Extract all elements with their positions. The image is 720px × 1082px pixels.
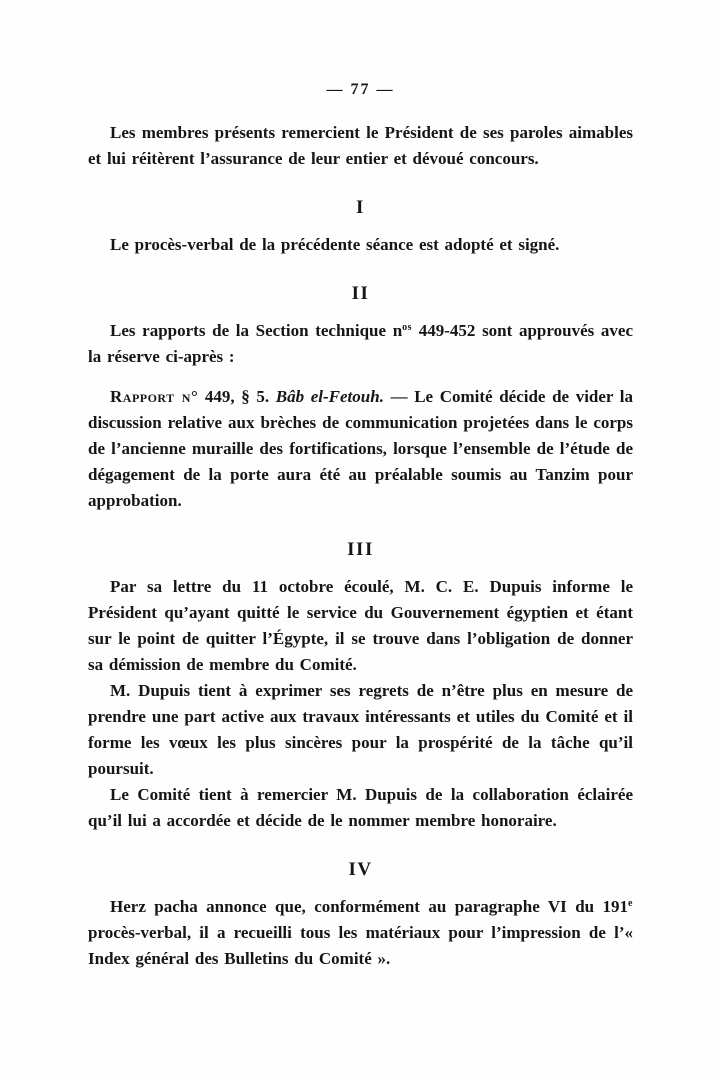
section-heading-1: I [356,197,365,218]
section-heading-3: III [347,539,374,560]
superscript-e: e [628,898,633,909]
text-run: procès-verbal, il a recueilli tous les matériaux pour l’impression de l’« Index général des Bulletins du Comité ». [88,923,633,968]
text-run: Les rapports de la Section technique n [110,321,403,340]
text-run: Herz pacha annonce que, conformément au paragraphe VI du 191 [110,897,629,916]
section-3-paragraph-3: Le Comité tient à remercier M. Dupuis de la collaboration éclairée qu’il lui a accordée et décide de le nommer membre honoraire. [88,785,633,830]
page-number: — 77 — [326,81,395,98]
section-heading-4: IV [348,859,373,880]
intro-paragraph: Les membres présents remercient le Président de ses paroles aimables et lui réitèrent l’assurance de leur entier et dévoué concours. [88,123,633,168]
section-3-paragraph-2: M. Dupuis tient à exprimer ses regrets de n’être plus en mesure de prendre une part active aux travaux intéressants et utiles du Comité et il forme les vœux les plus sincères pour la prospérité de la tâche qu’il poursuit. [88,681,633,778]
section-3-paragraph-1: Par sa lettre du 11 octobre écoulé, M. C. E. Dupuis informe le Président qu’ayant quitté le service du Gouvernement égyptien et étant sur le point de quitter l’Égypte, il se trouve dans l’obligation de donner sa démission de membre du Comité. [88,577,633,674]
rapport-reference: 449, § 5. [198,387,276,406]
superscript-os: os [402,322,413,333]
section-2-intro-paragraph [88,318,633,370]
rapport-body-text: — Le Comité décide de vider la discussion relative aux brèches de communication projetées dans le corps de l’ancienne muraille des fortifications, lorsque l’ensemble de l’étude de dégagement de la porte aura été au préalable soumis au Tanzim pour approbation. [88,387,634,510]
section-heading-2: II [351,283,370,304]
text-run: 449-452 sont approuvés avec la réserve ci-après : [88,321,633,366]
rapport-paragraph [88,384,633,514]
rapport-place-title: Bâb el-Fetouh. [275,387,384,406]
section-1-paragraph: Le procès-verbal de la précédente séance est adopté et signé. [110,235,560,254]
section-4-paragraph [88,894,633,972]
rapport-label: Rapport n° [110,387,199,406]
